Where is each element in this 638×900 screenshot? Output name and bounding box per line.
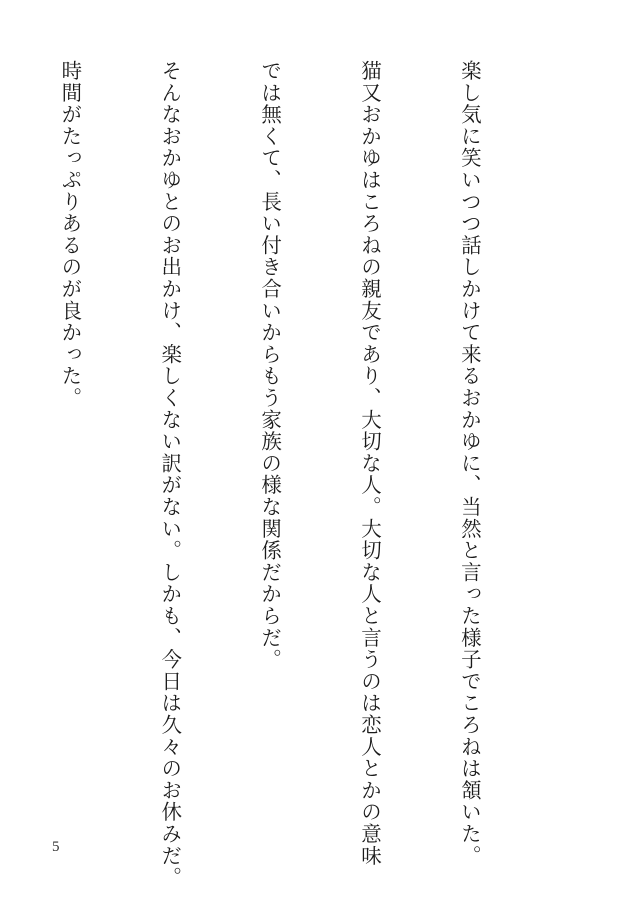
text-line: 猫又おかゆはころねの親友であり、大切な人。大切な人と言うのは恋人とかの意味: [357, 60, 382, 867]
vertical-text-body: [0, 60, 552, 889]
page-number: 5: [52, 839, 60, 855]
text-line: 時間がたっぷりあるのが良かった。: [57, 60, 82, 409]
text-line: そんなおかゆとのお出かけ、楽しくない訳がない。しかも、今日は久々のお休みだ。: [157, 60, 182, 889]
text-line: では無くて、長い付き合いからもう家族の様な関係だからだ。: [257, 60, 282, 671]
text-line: 楽し気に笑いつつ話しかけて来るおかゆに、当然と言った様子でころねは頷いた。: [457, 60, 482, 867]
